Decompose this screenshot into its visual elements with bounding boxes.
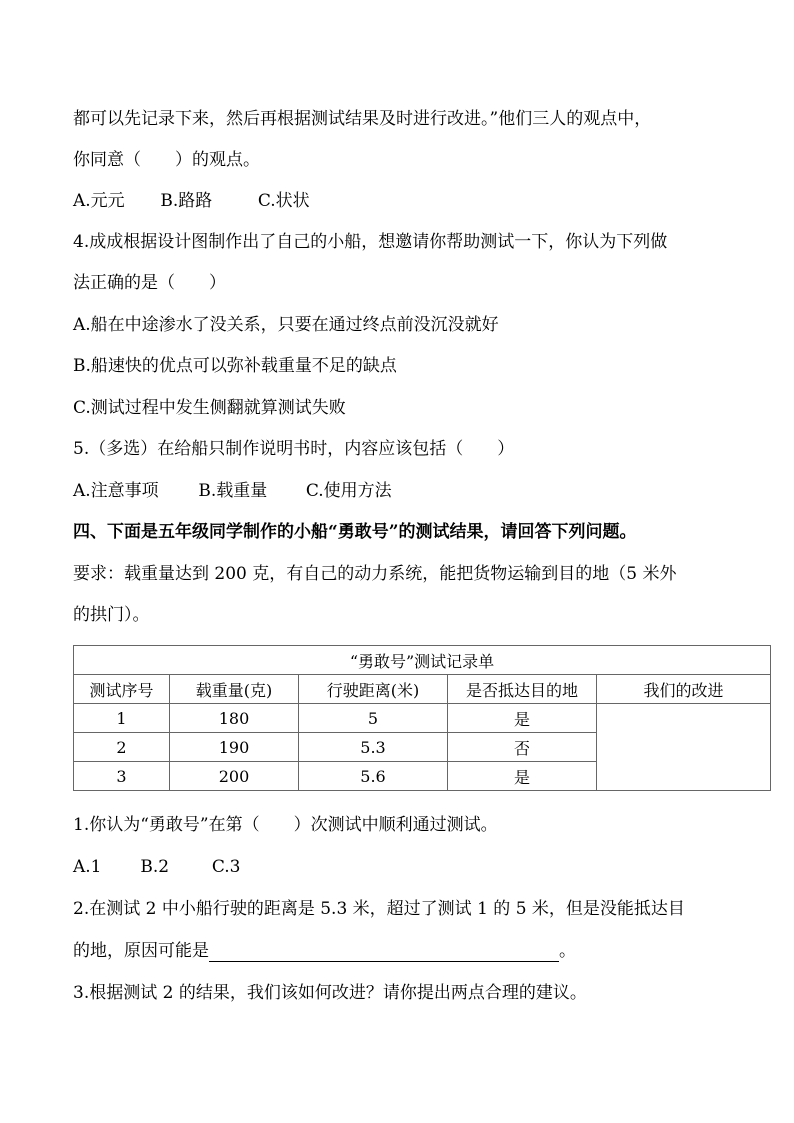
- q3-line1: 都可以先记录下来，然后再根据测试结果及时进行改进。”他们三人的观点中，: [73, 109, 652, 129]
- cell-distance: 5: [299, 704, 448, 733]
- cell-arrived: 否: [448, 733, 597, 762]
- test-record-table: [73, 645, 771, 791]
- q5-option-c[interactable]: C.使用方法: [305, 481, 392, 501]
- q5-option-a[interactable]: A.注意事项: [73, 481, 159, 501]
- q5-option-b[interactable]: B.载重量: [198, 481, 268, 501]
- s4q2-line1: 2.在测试 2 中小船行驶的距离是 5.3 米，超过了测试 1 的 5 米，但是没能抵达目: [73, 899, 685, 919]
- q3-option-b[interactable]: B.路路: [160, 191, 213, 211]
- q5-options: [73, 480, 392, 502]
- q4-option-b[interactable]: B.船速快的优点可以弥补载重量不足的缺点: [73, 356, 397, 376]
- s4q1-stem: 1.你认为“勇敢号”在第（ ）次测试中顺利通过测试。: [73, 815, 498, 835]
- s4q2-stem-end: 的地，原因可能是: [73, 941, 209, 961]
- q4-option-c[interactable]: C.测试过程中发生侧翻就算测试失败: [73, 398, 346, 418]
- q3-line2: 你同意（ ）的观点。: [73, 150, 260, 170]
- s4q1-option-b[interactable]: B.2: [140, 857, 170, 877]
- q3-options: [73, 190, 310, 212]
- q4-line1: 4.成成根据设计图制作出了自己的小船，想邀请你帮助测试一下，你认为下列做: [73, 232, 668, 252]
- s4q1-option-c[interactable]: C.3: [211, 857, 241, 877]
- cell-distance: 5.6: [299, 762, 448, 791]
- s4q1-options: [73, 856, 240, 878]
- section4-requirement-line2: 的拱门）。: [73, 605, 150, 625]
- q3-option-a[interactable]: A.元元: [73, 191, 125, 211]
- cell-test-no: 1: [74, 704, 170, 733]
- cell-distance: 5.3: [299, 733, 448, 762]
- section4-heading: 四、下面是五年级同学制作的小船“勇敢号”的测试结果，请回答下列问题。: [73, 522, 637, 542]
- cell-load: 190: [170, 733, 299, 762]
- s4q1-option-a[interactable]: A.1: [73, 857, 102, 877]
- cell-arrived: 是: [448, 762, 597, 791]
- table-title: “勇敢号”测试记录单: [74, 646, 771, 675]
- s4q2-period: 。: [559, 941, 576, 961]
- cell-load: 200: [170, 762, 299, 791]
- table-row: [74, 704, 771, 733]
- cell-improvement[interactable]: [597, 704, 771, 791]
- cell-test-no: 3: [74, 762, 170, 791]
- header-distance: 行驶距离(米): [299, 675, 448, 704]
- cell-arrived: 是: [448, 704, 597, 733]
- s4q2-answer-blank[interactable]: [209, 943, 559, 962]
- section4-requirement-line1: 要求：载重量达到 200 克，有自己的动力系统，能把货物运输到目的地（5 米外: [73, 564, 677, 584]
- q5-stem: 5.（多选）在给船只制作说明书时，内容应该包括（ ）: [73, 439, 515, 459]
- s4q3-stem: 3.根据测试 2 的结果，我们该如何改进？请你提出两点合理的建议。: [73, 983, 587, 1003]
- header-load: 载重量(克): [170, 675, 299, 704]
- header-arrived: 是否抵达目的地: [448, 675, 597, 704]
- cell-load: 180: [170, 704, 299, 733]
- header-improvement: 我们的改进: [597, 675, 771, 704]
- s4q2-line2: [73, 940, 576, 962]
- q3-option-c[interactable]: C.状状: [257, 191, 310, 211]
- q4-line2: 法正确的是（ ）: [73, 273, 226, 293]
- cell-test-no: 2: [74, 733, 170, 762]
- header-test-no: 测试序号: [74, 675, 170, 704]
- q4-option-a[interactable]: A.船在中途渗水了没关系，只要在通过终点前没沉没就好: [73, 315, 499, 335]
